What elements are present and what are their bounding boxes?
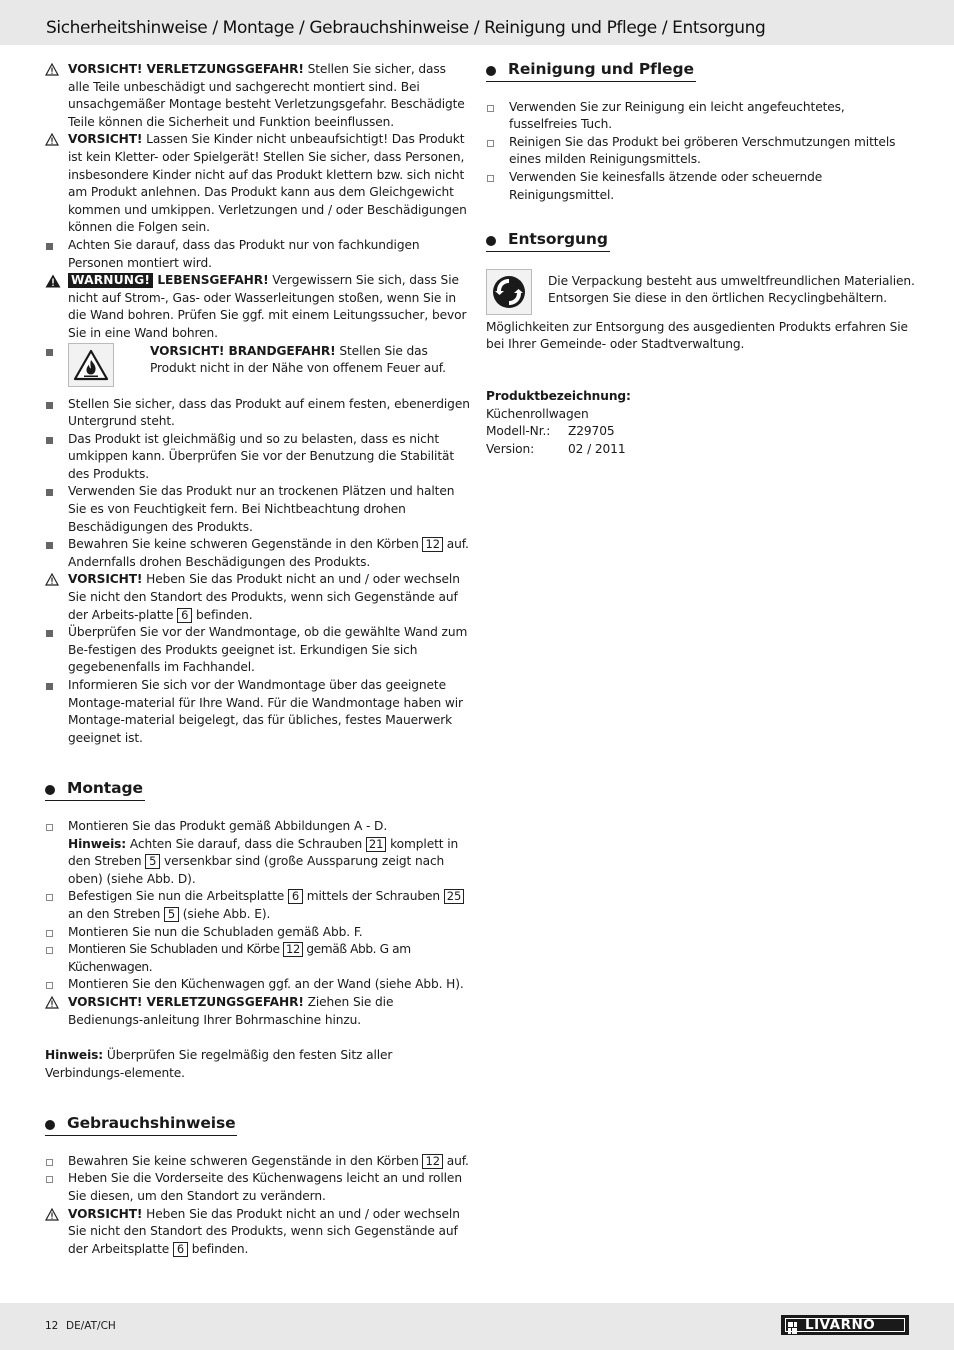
safety-text: Stellen Sie sicher, dass alle Teile unbeschädigt und sachgerecht montiert sind. Bei unsachgemäßer Montage besteht Verletzungsgefahr. Beschädigte Teile können die Sicherheit und Funktion beeinflussen.: [68, 62, 465, 129]
warning-label: VORSICHT!: [68, 1206, 143, 1221]
part-reference: 6: [288, 889, 303, 904]
square-bullet-icon: [45, 343, 61, 362]
part-reference: 12: [283, 942, 303, 957]
version-label: Version:: [486, 441, 535, 456]
part-reference: 5: [145, 854, 160, 869]
safety-item-5: [45, 343, 470, 396]
warning-label: LEBENSGEFAHR!: [153, 273, 269, 288]
open-square-bullet-icon: [45, 888, 61, 907]
safety-text: auf. Andernfalls drohen Beschädigungen des Produkts.: [68, 537, 469, 569]
open-square-bullet-icon: [45, 1170, 61, 1189]
open-square-bullet-icon: [486, 99, 502, 118]
step-text: Montieren Sie das Produkt gemäß Abbildungen A - D.: [68, 818, 388, 833]
usage-item-1: Bewahren Sie keine schweren Gegenstände in den Körben 12 auf.: [45, 1153, 470, 1171]
country-codes: DE/AT/CH: [66, 1320, 116, 1332]
cleaning-heading: Reinigung und Pflege: [486, 61, 696, 82]
part-reference: 25: [444, 889, 464, 904]
brand-name: LIVARNO: [805, 1317, 876, 1333]
open-square-bullet-icon: [486, 134, 502, 153]
warning-label: VORSICHT!: [68, 132, 143, 147]
open-square-bullet-icon: [45, 924, 61, 943]
green-dot-recycling-icon: [486, 269, 532, 315]
product-info: [486, 388, 916, 458]
open-square-bullet-icon: [45, 818, 61, 837]
square-bullet-icon: [45, 624, 61, 643]
warning-triangle-icon: [45, 994, 61, 1015]
square-bullet-icon: [45, 237, 61, 256]
safety-item-9: [45, 536, 470, 571]
montage-step-6: VORSICHT! VERLETZUNGSGEFAHR! Ziehen Sie die Bedienungs-anleitung Ihrer Bohrmaschine hinzu.: [45, 994, 470, 1029]
page-number: 12: [45, 1320, 59, 1332]
warning-label: VORSICHT! VERLETZUNGSGEFAHR!: [68, 994, 304, 1009]
livarno-logo: [781, 1315, 909, 1335]
open-square-bullet-icon: [45, 976, 61, 995]
step-text: Montieren Sie nun die Schubladen gemäß Abb. F.: [68, 924, 363, 939]
safety-item-12: [45, 677, 470, 747]
hint-label: Hinweis:: [68, 836, 127, 851]
warning-triangle-icon: [45, 1206, 61, 1227]
montage-step-4: Montieren Sie Schubladen und Körbe 12 gemäß Abb. G am Küchenwagen.: [45, 941, 470, 976]
safety-item-8: [45, 483, 470, 536]
safety-text: Informieren Sie sich vor der Wandmontage über das geeignete Montage-material für Ihre Wand. Für die Wandmontage haben wir Montage-material beigelegt, das für übliches, festes Mauerwerk geeignet ist.: [68, 678, 463, 745]
bullet-dot-icon: [45, 785, 55, 795]
open-square-bullet-icon: [486, 169, 502, 188]
usage-item-2: Heben Sie die Vorderseite des Küchenwagens leicht an und rollen Sie diesen, um den Standort zu verändern.: [45, 1170, 470, 1205]
model-label: Modell-Nr.:: [486, 424, 551, 439]
part-reference: 5: [164, 907, 179, 922]
warning-label: VORSICHT! BRANDGEFAHR!: [150, 343, 336, 358]
bullet-dot-icon: [486, 236, 496, 246]
disposal-product-text: Möglichkeiten zur Entsorgung des ausgedienten Produkts erfahren Sie bei Ihrer Gemeinde- oder Stadtverwaltung.: [486, 319, 908, 352]
warning-label: VORSICHT!: [68, 572, 143, 587]
safety-text: Das Produkt ist gleichmäßig und so zu belasten, dass es nicht umkippen kann. Überprüfen Sie vor der Benutzung die Stabilität des Produkts.: [68, 431, 455, 481]
warning-triangle-icon: [45, 571, 61, 592]
usage-item-3: VORSICHT! Heben Sie das Produkt nicht an und / oder wechseln Sie nicht den Standort des Produkts, wenn sich Gegenstände auf der Arbeitsplatte 6 befinden.: [45, 1206, 470, 1259]
safety-text: Überprüfen Sie vor der Wandmontage, ob die gewählte Wand zum Be-festigen des Produkts geeignet ist. Erkundigen Sie sich gegebenenfalls im Fachhandel.: [68, 625, 468, 675]
model-value: Z29705: [568, 424, 615, 439]
cleaning-item-3: Verwenden Sie keinesfalls ätzende oder scheuernde Reinigungsmittel.: [486, 169, 916, 204]
left-column: [45, 61, 470, 1258]
hint-label: Hinweis:: [45, 1048, 104, 1063]
logo-mark-icon: [788, 1319, 802, 1331]
montage-step-5: [45, 976, 470, 994]
right-column: [486, 61, 916, 458]
open-square-bullet-icon: [45, 1153, 61, 1172]
safety-item-1: [45, 61, 470, 131]
warning-badge: WARNUNG!: [68, 273, 153, 288]
part-reference: 12: [422, 537, 442, 552]
safety-text: Vergewissern Sie sich, dass Sie nicht auf Strom-, Gas- oder Wasserleitungen stoßen, wenn Sie in die Wand bohren. Prüfen Sie ggf. mit einem Leitungssucher, bevor Sie in eine Wand bohren.: [68, 273, 467, 340]
safety-item-4: [45, 272, 470, 342]
part-reference: 6: [177, 608, 192, 623]
header-bar: [0, 0, 954, 45]
usage-heading: Gebrauchshinweise: [45, 1115, 237, 1136]
safety-item-7: [45, 431, 470, 484]
safety-text: Stellen Sie das Produkt nicht in der Nähe von offenem Feuer auf.: [150, 343, 446, 376]
montage-step-3: [45, 924, 470, 942]
montage-step-1: Montieren Sie das Produkt gemäß Abbildungen A - D. Hinweis: Achten Sie darauf, dass die Schrauben 21 komplett in den Streben 5 versenkbar sind (große Aussparung zeigt nach oben) (siehe Abb. D).: [45, 818, 470, 888]
safety-text: Lassen Sie Kinder nicht unbeaufsichtigt! Das Produkt ist kein Kletter- oder Spielgerät! Stellen Sie sicher, dass Personen, insbesondere Kinder nicht auf das Produkt klettern bzw. sich nicht am Produkt anlehnen. Das Produkt kann aus dem Gleichgewicht kommen und umkippen. Verletzungen und / oder Beschädigungen können die Folgen sein.: [68, 132, 467, 235]
cleaning-item-1: Verwenden Sie zur Reinigung ein leicht angefeuchtetes, fusselfreies Tuch.: [486, 99, 916, 134]
packaging-text: Die Verpackung besteht aus umweltfreundlichen Materialien. Entsorgen Sie diese in den örtlichen Recyclingbehältern.: [548, 273, 915, 306]
page-title: Sicherheitshinweise / Montage / Gebrauchshinweise / Reinigung und Pflege / Entsorgung: [46, 18, 766, 38]
warning-triangle-filled-icon: [45, 272, 61, 293]
warning-label: VORSICHT! VERLETZUNGSGEFAHR!: [68, 62, 304, 76]
warning-triangle-icon: [45, 131, 61, 152]
part-reference: 21: [366, 837, 386, 852]
safety-text: Achten Sie darauf, dass das Produkt nur von fachkundigen Personen montiert wird.: [68, 237, 420, 270]
square-bullet-icon: [45, 431, 61, 450]
part-reference: 6: [173, 1242, 188, 1257]
square-bullet-icon: [45, 483, 61, 502]
square-bullet-icon: [45, 536, 61, 555]
warning-triangle-icon: [45, 61, 61, 82]
montage-heading: Montage: [45, 780, 145, 801]
bullet-dot-icon: [45, 1120, 55, 1130]
montage-step-2: Befestigen Sie nun die Arbeitsplatte 6 mittels der Schrauben 25 an den Streben 5 (siehe Abb. E).: [45, 888, 470, 923]
open-square-bullet-icon: [45, 941, 61, 960]
safety-text: Stellen Sie sicher, dass das Produkt auf einem festen, ebenerdigen Untergrund steht.: [68, 396, 470, 429]
disposal-packaging: [486, 269, 916, 319]
disposal-heading: Entsorgung: [486, 231, 610, 252]
footer-bar: [0, 1303, 954, 1350]
safety-item-2: [45, 131, 470, 237]
fire-hazard-icon: [68, 343, 114, 387]
part-reference: 12: [422, 1154, 442, 1169]
safety-text: befinden.: [192, 607, 253, 622]
safety-item-10: [45, 571, 470, 624]
montage-note: Hinweis: Überprüfen Sie regelmäßig den festen Sitz aller Verbindungs-elemente.: [45, 1048, 393, 1080]
safety-item-6: [45, 396, 470, 431]
product-name: Küchenrollwagen: [486, 406, 589, 421]
cleaning-item-2: Reinigen Sie das Produkt bei gröberen Verschmutzungen mittels eines milden Reinigungsmittels.: [486, 134, 916, 169]
square-bullet-icon: [45, 677, 61, 696]
safety-item-3: [45, 237, 470, 272]
safety-text: Heben Sie das Produkt nicht an und / oder wechseln Sie nicht den Standort des Produkts, wenn sich Gegenstände auf der Arbeits-platte: [68, 572, 460, 622]
product-label: Produktbezeichnung:: [486, 388, 631, 403]
safety-item-11: [45, 624, 470, 677]
version-value: 02 / 2011: [568, 441, 626, 456]
square-bullet-icon: [45, 396, 61, 415]
step-text: Montieren Sie den Küchenwagen ggf. an der Wand (siehe Abb. H).: [68, 977, 464, 992]
safety-text: Bewahren Sie keine schweren Gegenstände in den Körben: [68, 537, 423, 552]
bullet-dot-icon: [486, 66, 496, 76]
safety-text: Verwenden Sie das Produkt nur an trockenen Plätzen und halten Sie es von Feuchtigkeit fern. Bei Nichtbeachtung drohen Beschädigungen des Produkts.: [68, 484, 455, 534]
